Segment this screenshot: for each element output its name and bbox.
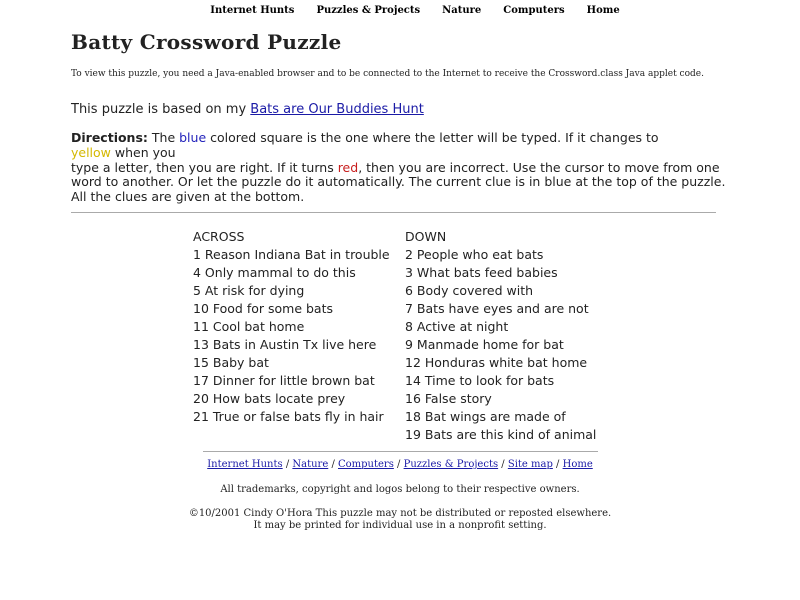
java-note: To view this puzzle, you need a Java-enabled browser and to be connected to the Internet to receive the Crossword.class Java applet code.	[71, 69, 704, 79]
down-clue: 16 False story	[405, 391, 492, 406]
footer-puzzles-projects-link[interactable]: Puzzles & Projects	[403, 459, 499, 470]
across-clue: 15 Baby bat	[193, 355, 269, 370]
footer-nature-link[interactable]: Nature	[292, 459, 329, 470]
page-title: Batty Crossword Puzzle	[71, 30, 342, 54]
down-clue: 12 Honduras white bat home	[405, 355, 588, 370]
down-clue: 6 Body covered with	[405, 283, 534, 298]
down-clue: 9 Manmade home for bat	[405, 337, 564, 352]
directions-red-word: red	[337, 159, 359, 175]
directions-text-1: The	[147, 130, 180, 145]
directions-paragraph	[71, 131, 736, 205]
footer-computers-link[interactable]: Computers	[338, 459, 394, 470]
down-header: DOWN	[405, 229, 447, 244]
across-clue: 5 At risk for dying	[193, 283, 305, 298]
down-column	[405, 228, 625, 444]
footer-separator: /	[498, 459, 508, 470]
bottom-divider	[203, 451, 598, 452]
topnav-nature-link[interactable]: Nature	[442, 5, 482, 16]
footer-home-link[interactable]: Home	[562, 459, 593, 470]
directions-text-4: type a letter, then you are right. If it turns	[71, 159, 338, 175]
directions-label: Directions:	[71, 130, 148, 145]
down-clue: 18 Bat wings are made of	[405, 409, 566, 424]
down-clue: 3 What bats feed babies	[405, 265, 558, 280]
footer-separator: /	[328, 459, 338, 470]
copyright-line-1: ©10/2001 Cindy O'Hora This puzzle may not be distributed or reposted elsewhere.	[188, 508, 612, 519]
topnav-puzzles-projects-link[interactable]: Puzzles & Projects	[316, 5, 421, 16]
footer-site-map-link[interactable]: Site map	[507, 459, 553, 470]
across-clue: 1 Reason Indiana Bat in trouble	[193, 247, 390, 262]
across-clue: 4 Only mammal to do this	[193, 265, 356, 280]
topnav-computers-link[interactable]: Computers	[503, 5, 565, 16]
copyright-line-2: It may be printed for individual use in a nonprofit setting.	[253, 520, 547, 531]
directions-text-3: when you	[110, 144, 176, 160]
down-clue: 7 Bats have eyes and are not	[405, 301, 589, 316]
bats-hunt-link[interactable]: Bats are Our Buddies Hunt	[250, 102, 424, 117]
footer-separator: /	[552, 459, 563, 470]
top-navigation	[0, 5, 800, 16]
top-divider	[71, 212, 716, 213]
down-clue: 2 People who eat bats	[405, 247, 544, 262]
footer-internet-hunts-link[interactable]: Internet Hunts	[207, 459, 283, 470]
copyright-notice	[0, 508, 800, 532]
based-on-prefix: This puzzle is based on my	[71, 102, 251, 117]
footer-separator: /	[393, 459, 404, 470]
clues-table	[193, 228, 625, 444]
down-clue: 19 Bats are this kind of animal	[405, 427, 597, 442]
directions-text-5: , then you are incorrect. Use the cursor to move from one word to another. Or let the puzzle do it automatically. The current clue is in blue at the top of the puzzle. All the clues are given at the bottom.	[71, 159, 726, 205]
topnav-home-link[interactable]: Home	[586, 5, 620, 16]
across-clue: 17 Dinner for little brown bat	[193, 373, 375, 388]
directions-blue-word: blue	[179, 130, 207, 145]
based-on-line	[71, 102, 424, 117]
footer-separator: /	[282, 459, 293, 470]
directions-yellow-word: yellow	[71, 144, 111, 160]
down-clue: 14 Time to look for bats	[405, 373, 555, 388]
across-header: ACROSS	[193, 229, 245, 244]
across-clue: 20 How bats locate prey	[193, 391, 346, 406]
topnav-internet-hunts-link[interactable]: Internet Hunts	[210, 5, 295, 16]
across-clue: 21 True or false bats fly in hair	[193, 409, 384, 424]
trademark-notice: All trademarks, copyright and logos belong to their respective owners.	[220, 484, 580, 495]
across-clue: 10 Food for some bats	[193, 301, 333, 316]
directions-text-2: colored square is the one where the letter will be typed. If it changes to	[206, 130, 659, 145]
across-clue: 11 Cool bat home	[193, 319, 305, 334]
down-clue: 8 Active at night	[405, 319, 509, 334]
footer-navigation	[0, 459, 800, 470]
across-column	[193, 228, 405, 444]
across-clue: 13 Bats in Austin Tx live here	[193, 337, 377, 352]
